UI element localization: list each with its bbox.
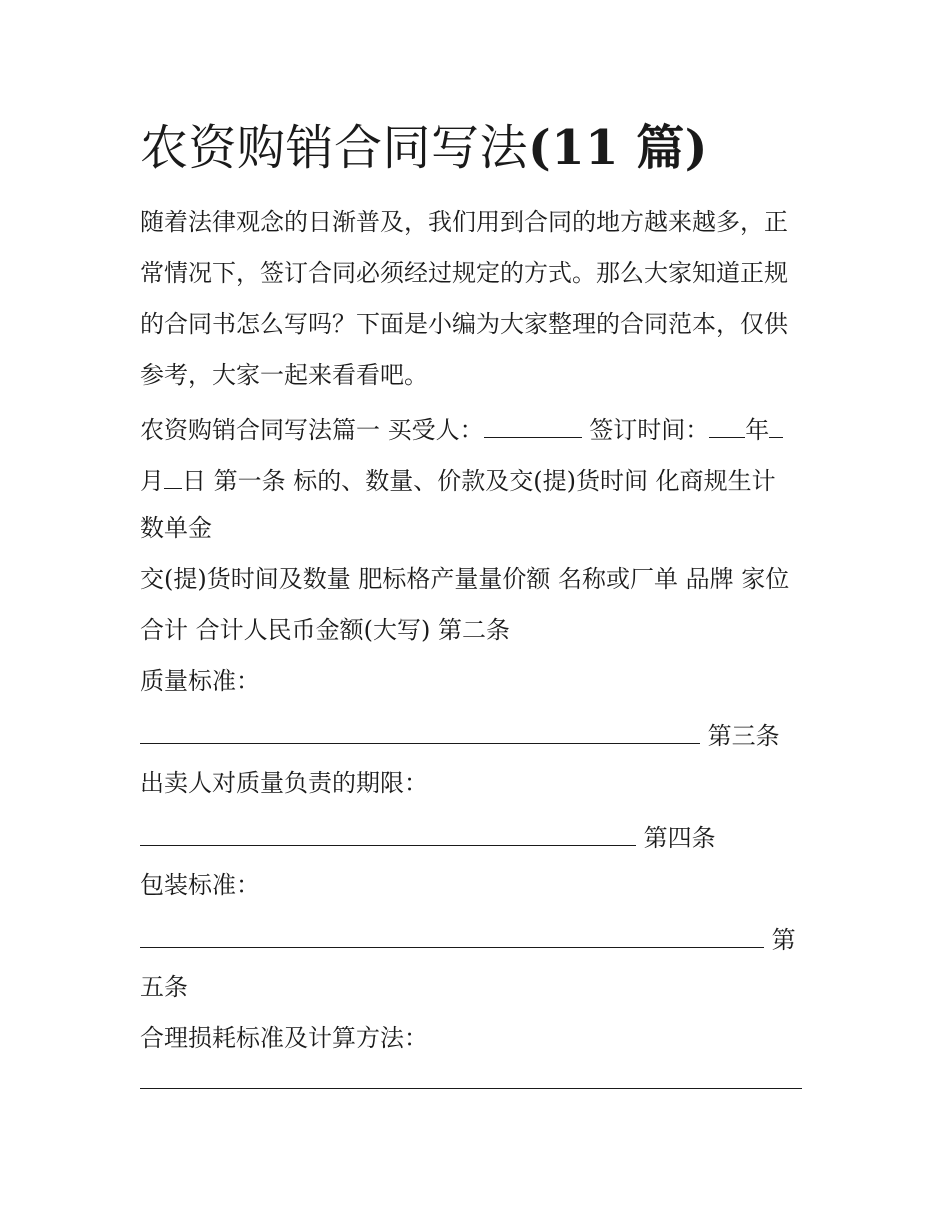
quality-line — [140, 717, 780, 751]
day-blank — [164, 462, 182, 489]
seller-label: 出卖人对质量负责的期限： — [140, 769, 428, 797]
article-1-text: 日 第一条 标的、数量、价款及交(提)货时间 化商规生计 — [182, 467, 776, 495]
loss-line — [140, 1062, 802, 1096]
quality-blank — [140, 717, 700, 744]
buyer-blank — [484, 411, 582, 438]
seller-line — [140, 819, 716, 853]
loss-label: 合理损耗标准及计算方法： — [140, 1024, 428, 1052]
packaging-label: 包装标准： — [140, 871, 260, 899]
article-5-label-a: 第 — [771, 926, 796, 954]
year-label: 年 — [745, 416, 770, 444]
article-3-label: 第三条 — [707, 722, 780, 750]
loss-blank — [140, 1062, 802, 1089]
intro-line-4: 参考，大家一起来看看吧。 — [140, 361, 428, 389]
month-label: 月 — [140, 467, 164, 495]
packaging-line — [140, 921, 796, 955]
intro-line-2: 常情况下，签订合同必须经过规定的方式。那么大家知道正规 — [140, 259, 788, 287]
month-blank — [769, 411, 783, 438]
intro-line-3: 的合同书怎么写吗？下面是小编为大家整理的合同范本，仅供 — [140, 310, 788, 338]
packaging-blank — [140, 921, 764, 948]
quality-label: 质量标准： — [140, 667, 260, 695]
year-blank — [709, 411, 745, 438]
title-count: (11 篇) — [528, 120, 708, 176]
buyer-label: 农资购销合同写法篇一 买受人： — [140, 416, 484, 444]
header-line-1 — [140, 411, 783, 445]
intro-line-1: 随着法律观念的日渐普及，我们用到合同的地方越来越多，正 — [140, 208, 788, 236]
title-text: 农资购销合同写法 — [140, 120, 529, 176]
article-5-label-b: 五条 — [140, 973, 188, 1001]
sign-time-label: 签订时间： — [589, 416, 710, 444]
seller-blank — [140, 819, 636, 846]
article-4-label: 第四条 — [643, 824, 716, 852]
header-line-2 — [140, 462, 776, 496]
document-title — [140, 118, 708, 178]
table-line-1: 交(提)货时间及数量 肥标格产量量价额 名称或厂单 品牌 家位 — [140, 565, 790, 593]
header-line-3: 数单金 — [140, 514, 212, 542]
table-line-2: 合计 合计人民币金额(大写) 第二条 — [140, 616, 510, 644]
